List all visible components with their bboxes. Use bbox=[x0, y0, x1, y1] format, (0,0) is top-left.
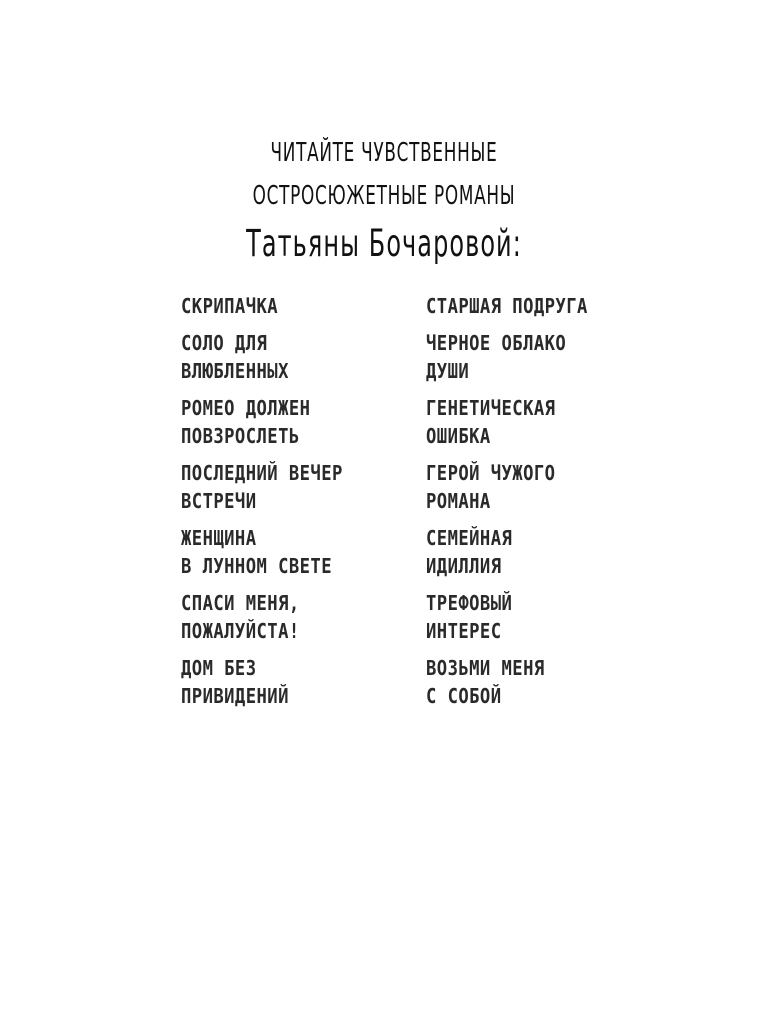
book-title-line: ВЛЮБЛЕННЫХ bbox=[181, 359, 289, 383]
book-title-line: СТАРШАЯ ПОДРУГА bbox=[426, 294, 588, 318]
book-title bbox=[426, 654, 614, 710]
book-title-line: СОЛО ДЛЯ bbox=[181, 331, 268, 355]
book-title-line: ПОВЗРОСЛЕТЬ bbox=[181, 424, 300, 448]
book-title-line: РОМАНА bbox=[426, 489, 491, 513]
book-title-line: СЕМЕЙНАЯ bbox=[426, 526, 513, 550]
book-title-line: ГЕРОЙ ЧУЖОГО bbox=[426, 461, 556, 485]
book-title bbox=[181, 292, 369, 320]
book-title-line: ГЕНЕТИЧЕСКАЯ bbox=[426, 396, 556, 420]
book-title-line: РОМЕО ДОЛЖЕН bbox=[181, 396, 311, 420]
book-title-line: ПРИВИДЕНИЙ bbox=[181, 684, 289, 708]
book-title bbox=[426, 589, 614, 645]
author-name: Татьяны Бочаровой: bbox=[246, 222, 522, 265]
book-title-line: ДОМ БЕЗ bbox=[181, 656, 257, 680]
book-title bbox=[181, 459, 369, 515]
book-title bbox=[181, 329, 369, 385]
book-title-line: ПОСЛЕДНИЙ ВЕЧЕР bbox=[181, 461, 343, 485]
book-title bbox=[181, 394, 369, 450]
book-title bbox=[181, 524, 369, 580]
book-title-line: В ЛУННОМ СВЕТЕ bbox=[181, 554, 332, 578]
book-title-line: ВОЗЬМИ МЕНЯ bbox=[426, 656, 545, 680]
book-list-left bbox=[181, 292, 369, 719]
book-title-line: ИДИЛЛИЯ bbox=[426, 554, 502, 578]
book-title bbox=[426, 524, 614, 580]
book-title-line: С СОБОЙ bbox=[426, 684, 502, 708]
book-title-line: ТРЕФОВЫЙ bbox=[426, 591, 513, 615]
book-title-line: СКРИПАЧКА bbox=[181, 294, 279, 318]
book-title-line: ЧЕРНОЕ ОБЛАКО bbox=[426, 331, 567, 355]
book-title-line: СПАСИ МЕНЯ, bbox=[181, 591, 300, 615]
book-title-line: ОШИБКА bbox=[426, 424, 491, 448]
book-title-line: ВСТРЕЧИ bbox=[181, 489, 257, 513]
book-title bbox=[181, 654, 369, 710]
heading-line-2: ОСТРОСЮЖЕТНЫЕ РОМАНЫ bbox=[252, 181, 516, 211]
book-title bbox=[426, 329, 614, 385]
book-title-line: ИНТЕРЕС bbox=[426, 619, 502, 643]
book-title-line: ЖЕНЩИНА bbox=[181, 526, 257, 550]
book-title bbox=[426, 459, 614, 515]
book-title bbox=[426, 292, 614, 320]
book-title-line: ПОЖАЛУЙСТА! bbox=[181, 619, 300, 643]
heading-line-1: ЧИТАЙТЕ ЧУВСТВЕННЫЕ bbox=[270, 138, 498, 168]
book-title bbox=[426, 394, 614, 450]
book-list-right bbox=[426, 292, 614, 719]
book-title-line: ДУШИ bbox=[426, 359, 470, 383]
book-title bbox=[181, 589, 369, 645]
